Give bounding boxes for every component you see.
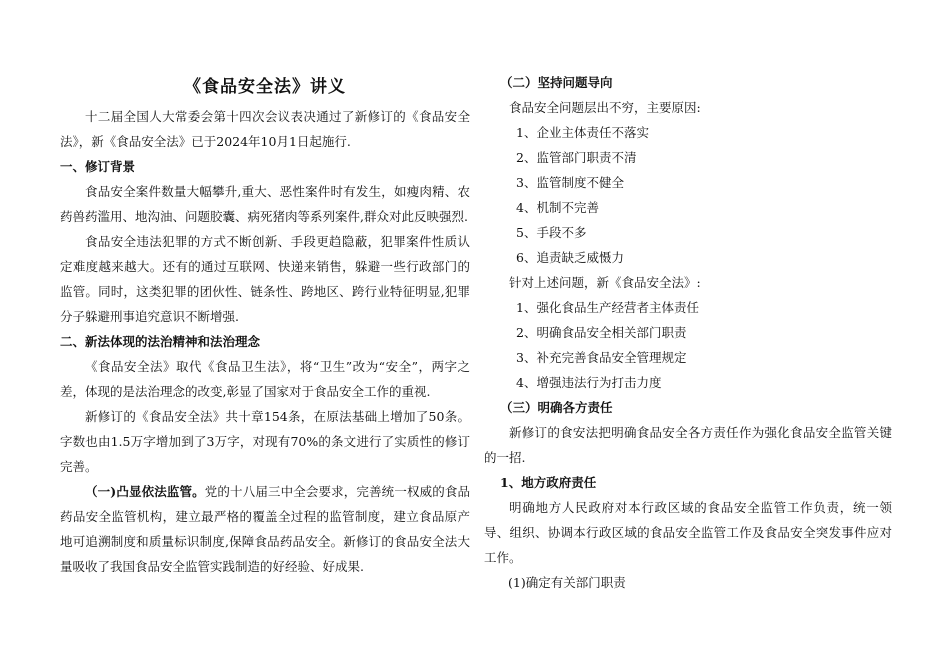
section-heading-principles: 二、新法体现的法治精神和法治理念: [60, 334, 261, 349]
list-item: 1、强化食品生产经营者主体责任: [516, 300, 699, 315]
subheading-local-government: 1、地方政府责任: [500, 475, 597, 490]
list-item: 2、明确食品安全相关部门职责: [516, 325, 687, 340]
list-item: 1、企业主体责任不落实: [516, 125, 649, 140]
responsibilities-paragraph: 新修订的食安法把明确食品安全各方责任作为强化食品安全监管关键的一招.: [484, 425, 892, 465]
right-column: [484, 70, 892, 595]
list-item: 6、追责缺乏威慑力: [516, 250, 624, 265]
principles-paragraph-2: 新修订的《食品安全法》共十章154条，在原法基础上增加了50条。字数也由1.5万字增加到了3万字，对现有70%的条文进行了实质性的修订完善。: [60, 409, 470, 474]
list-item: 4、机制不完善: [516, 200, 599, 215]
list-item: 2、监管部门职责不清: [516, 150, 637, 165]
background-paragraph-1: 食品安全案件数量大幅攀升,重大、恶性案件时有发生，如瘦肉精、农药兽药滥用、地沟油、问题胶囊、病死猪肉等系列案件,群众对此反映强烈.: [60, 184, 470, 224]
subheading-responsibilities: （三）明确各方责任: [500, 400, 613, 415]
list-item: 4、增强违法行为打击力度: [516, 375, 662, 390]
principles-paragraph-1: 《食品安全法》取代《食品卫生法》，将“卫生”改为“安全”，两字之差，体现的是法治理念的改变,彰显了国家对于食品安全工作的重视.: [60, 359, 470, 399]
intro-paragraph: 十二届全国人大常委会第十四次会议表决通过了新修订的《食品安全法》，新《食品安全法》已于2024年10月1日起施行.: [60, 109, 470, 149]
principles-paragraph-3: [60, 479, 470, 579]
page-title: 《食品安全法》讲义: [184, 77, 346, 97]
background-paragraph-2: 食品安全违法犯罪的方式不断创新、手段更趋隐蔽，犯罪案件性质认定难度越来越大。还有的通过互联网、快递来销售，躲避一些行政部门的监管。同时，这类犯罪的团伙性、链条性、跨地区、跨行业特征明显,犯罪分子躲避刑事追究意识不断增强.: [60, 234, 470, 324]
lawful-supervision-text: 党的十八届三中全会要求，完善统一权威的食品药品安全监管机构，建立最严格的覆盖全过程的监管制度，建立食品原产地可追溯制度和质量标识制度,保障食品药品安全。新修订的食品安全法大量吸收了我国食品安全监管实践制造的好经验、好成果.: [60, 484, 470, 574]
causes-list: [484, 120, 892, 270]
causes-intro: 食品安全问题层出不穷，主要原因:: [509, 100, 701, 115]
list-item: (1)确定有关部门职责: [508, 575, 626, 590]
list-item: 3、补充完善食品安全管理规定: [516, 350, 687, 365]
left-column: [60, 70, 470, 579]
section-heading-background: 一、修订背景: [60, 159, 136, 174]
subheading-problem-oriented: （二）坚持问题导向: [500, 75, 613, 90]
measures-list: [484, 295, 892, 395]
local-government-paragraph: 明确地方人民政府对本行政区域的食品安全监管工作负责，统一领导、组织、协调本行政区域的食品安全监管工作及食品安全突发事件应对工作。: [484, 500, 892, 565]
list-item: 3、监管制度不健全: [516, 175, 624, 190]
measures-intro: 针对上述问题，新《食品安全法》:: [509, 275, 701, 290]
subheading-lawful-supervision: （一)凸显依法监管。: [85, 484, 205, 499]
list-item: 5、手段不多: [516, 225, 587, 240]
